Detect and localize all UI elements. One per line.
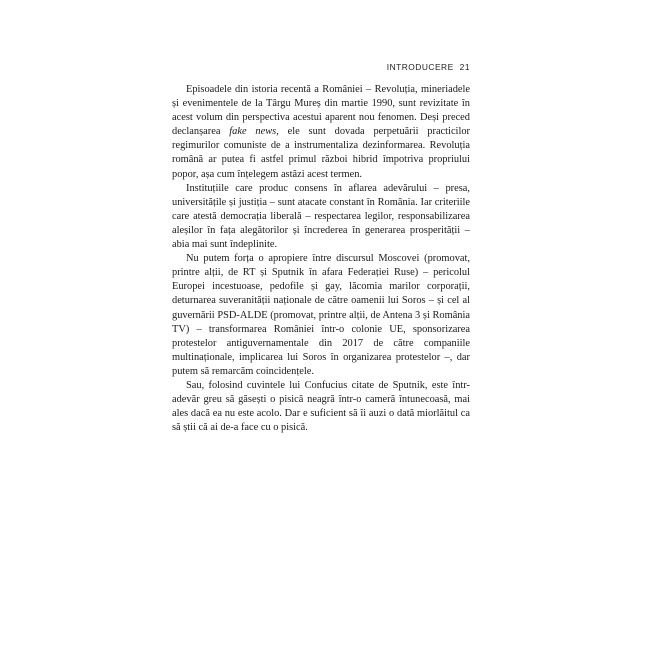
paragraph-1-text-after: , ele sunt dovada perpetuării practicilor regimurilor comuniste de a instrumentaliza dezinformarea. Revoluția română ar putea fi astfel primul război hibrid împotriva propriului popor, așa cum înțelegem astăzi acest termen. (172, 126, 470, 180)
paragraph-2: Instituțiile care produc consens în aflarea adevărului – presa, universitățile și justiția – sunt atacate constant în România. Iar criteriile care atestă democrația liberală – respectarea legilor, responsabilizarea aleșilor în fața alegătorilor și încrederea în generarea prosperității – abia mai sunt îndeplinite. (172, 182, 470, 251)
paragraph-1-emphasis: fake news (229, 126, 277, 138)
paragraph-1-text-before: Episoadele din istoria recentă a României – Revoluția, mineriadele și evenimentele de la Târgu Mureș din martie 1990, sunt revizitate în acest volum din perspectiva acestui aparent nou fenomen. Deși preced declanșarea (172, 84, 470, 138)
section-title: INTRODUCERE (386, 62, 454, 72)
running-header (172, 62, 470, 72)
paragraph-3: Nu putem forța o apropiere între discursul Moscovei (promovat, printre alții, de RT și Sputnik în afara Federației Ruse) – pericolul Europei incestuoase, pedofile și gay, lăcomia marilor corporații, deturnarea suveranității naționale de către oamenii lui Soros – și cel al guvernării PSD-ALDE (promovat, printre alții, de Antena 3 și România TV) – transformarea României într-o colonie UE, sponsorizarea protestelor antiguvernamentale din 2017 de către companiile multinaționale, implicarea lui Soros în organizarea protestelor –, dar putem să remarcăm coincidențele. (172, 253, 470, 377)
page-number: 21 (459, 62, 470, 72)
paragraph-4: Sau, folosind cuvintele lui Confucius citate de Sputnik, este într-adevăr greu să găsești o pisică neagră într-o cameră întunecoasă, mai ales dacă ea nu este acolo. Dar e suficient să îi auzi o dată miorlăitul ca să știi că ai de-a face cu o pisică. (172, 379, 470, 434)
body-text (172, 83, 470, 435)
paragraph-1 (172, 83, 470, 182)
